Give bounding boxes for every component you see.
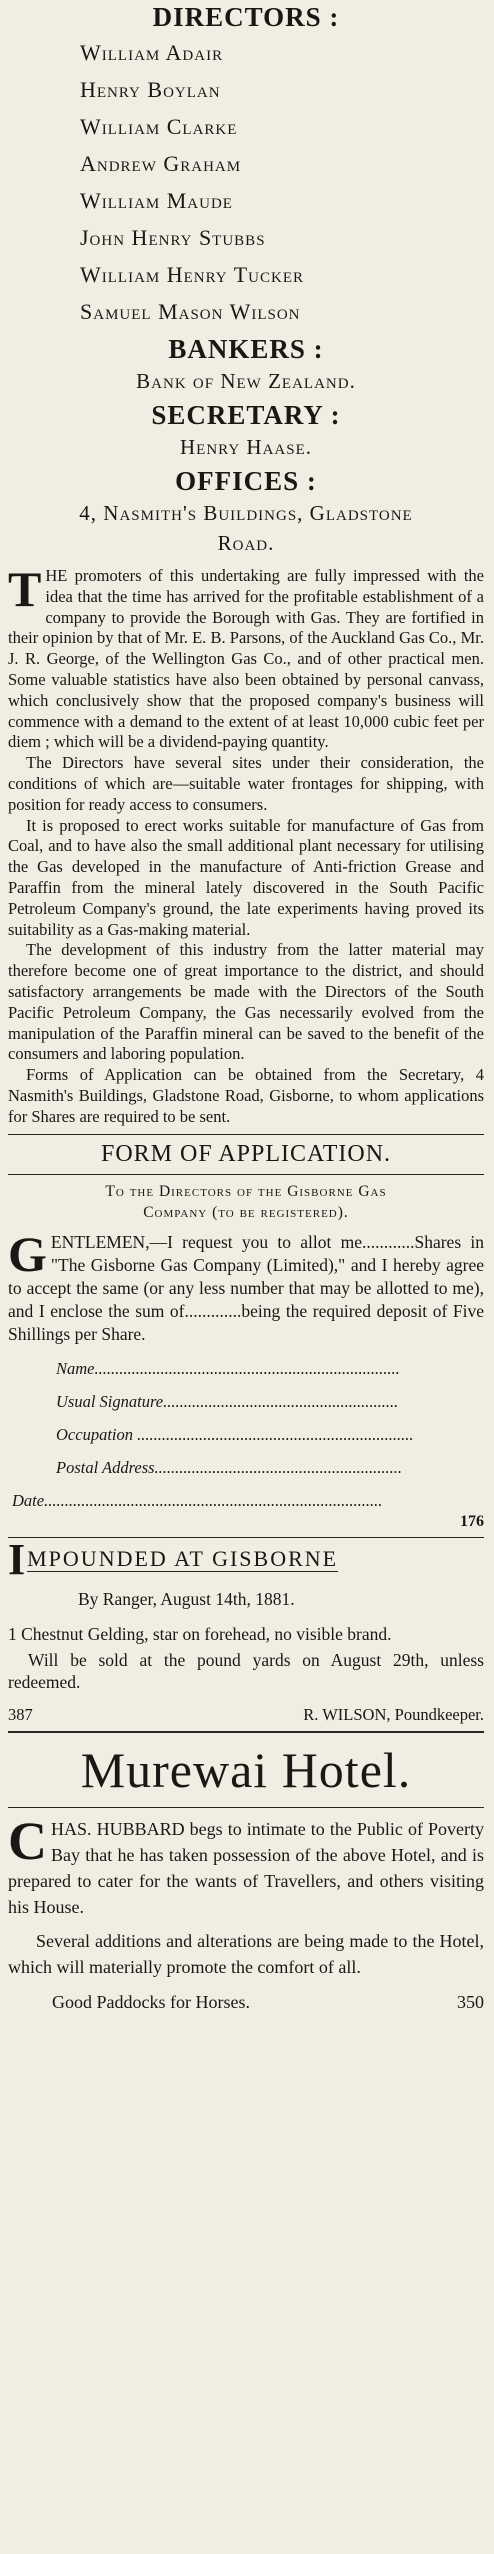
offices-address-line1: 4, Nasmith's Buildings, Gladstone (79, 501, 413, 525)
form-body (8, 1225, 484, 1346)
divider (8, 1134, 484, 1135)
impounded-item: 1 Chestnut Gelding, star on forehead, no visible brand. (8, 1624, 392, 1645)
bankers-heading: BANKERS : (168, 334, 324, 364)
divider (8, 1731, 484, 1733)
hotel-dropcap: C (8, 1811, 47, 1872)
secretary-section (8, 398, 484, 462)
form-field[interactable]: Usual Signature......................................................... (56, 1391, 399, 1411)
director-name: Andrew Graham (80, 151, 242, 176)
impounded-dropcap: I (8, 1534, 28, 1584)
offices-heading: OFFICES : (175, 466, 317, 496)
offices-address-line2: Road. (217, 531, 275, 555)
secretary-heading: SECRETARY : (151, 400, 341, 430)
prospectus (8, 561, 484, 1128)
director-name: Henry Boylan (80, 77, 221, 102)
hotel-advert (8, 1739, 484, 2013)
director-name: William Maude (80, 188, 233, 213)
prospectus-text-1: HE promoters of this undertaking are fully impressed with the idea that the time has arrived for the profitable establishment of a company to provide the Borough with Gas. They are fortified in their opinion by that of Mr. E. B. Parsons, of the Auckland Gas Co., Mr. J. R. George, of the Wellington Gas Co., and of other practical men. Some valuable statistics have also been obtained by personal canvass, which conclusively show that the proposed company's business will commence with a demand to the extent of at least 10,000 cubic feet per diem ; which will be a dividend-paying quantity. (8, 566, 484, 752)
form-addressee-line2: Company (to be registered). (143, 1203, 349, 1221)
impounded-title-row (8, 1534, 484, 1584)
hotel-text-1: HAS. HUBBARD begs to intimate to the Public of Poverty Bay that he has taken possession of the above Hotel, and is prepared to cater for the wants of Travellers, and others visiting his House. (8, 1819, 484, 1918)
impounded-date: By Ranger, August 14th, 1881. (78, 1588, 295, 1609)
impounded-notice (8, 1534, 484, 1726)
form-dropcap: G (8, 1225, 47, 1282)
impounded-sale: Will be sold at the pound yards on August 29th, unless redeemed. (8, 1650, 484, 1693)
form-field[interactable]: Postal Address............................................................ (56, 1457, 403, 1477)
prospectus-paragraph-5: Forms of Application can be obtained from the Secretary, 4 Nasmith's Buildings, Gladstone Road, Gisborne, to whom applications for Shares are required to be sent. (8, 1065, 484, 1126)
hotel-footer (8, 1992, 484, 2013)
application-form (8, 1141, 484, 1531)
form-body-text: ENTLEMEN,—I request you to allot me............Shares in "The Gisborne Gas Company (Limited)," and I hereby agree to accept the same (or any less number that may be allotted to me), and I enclose the sum of.............being the required deposit of Five Shillings per Share. (8, 1231, 484, 1344)
impounded-ad-number: 387 (8, 1705, 33, 1725)
form-field[interactable]: Name.......................................................................... (56, 1358, 400, 1378)
prospectus-dropcap: T (8, 561, 42, 617)
director-name: William Clarke (80, 114, 238, 139)
form-field[interactable]: Occupation ................................................................... (56, 1424, 414, 1444)
hotel-paragraph-1 (8, 1811, 484, 1920)
divider (8, 1807, 484, 1808)
divider (8, 1174, 484, 1175)
bankers-section (8, 332, 484, 396)
form-fields (8, 1352, 484, 1484)
offices-section (8, 464, 484, 558)
form-title: FORM OF APPLICATION. (100, 1140, 392, 1167)
form-addressee-line1: To the Directors of the Gisborne Gas (105, 1182, 387, 1200)
prospectus-paragraph-2: The Directors have several sites under their consideration, the conditions of which are—suitable water frontages for shipping, with position for ready access to consumers. (8, 753, 484, 814)
impounded-title: MPOUNDED AT GISBORNE (27, 1545, 339, 1571)
hotel-ad-number: 350 (457, 1992, 484, 2013)
directors-heading: DIRECTORS : (152, 2, 340, 32)
prospectus-paragraph-1 (8, 561, 484, 753)
director-list (8, 34, 484, 330)
hotel-title: Murewai Hotel. (80, 1742, 412, 1799)
bankers-name: Bank of New Zealand. (136, 369, 356, 393)
prospectus-paragraph-4: The development of this industry from the latter material may therefore become one of great importance to the district, and should satisfactory arrangements be made with the Directors of the South Pacific Petroleum Company, the Gas necessarily evolved from the manipulation of the Paraffin mineral can be saved to the benefit of the consumers and laboring population. (8, 940, 484, 1064)
directors-section (8, 0, 484, 330)
divider (8, 1537, 484, 1538)
director-name: William Adair (80, 40, 224, 65)
prospectus-paragraph-3: It is proposed to erect works suitable for manufacture of Gas from Coal, and to have also the small additional plant necessary for utilising the Gas developed in the manufacture of Anti-friction Grease and Paraffin from the mineral lately discovered in the South Pacific Petroleum Company's ground, the late experiments having proved its suitability as a Gas-making material. (8, 815, 484, 939)
director-name: William Henry Tucker (80, 262, 305, 287)
director-name: Samuel Mason Wilson (80, 299, 301, 324)
date-field[interactable]: Date.................................................................................. (12, 1490, 383, 1510)
hotel-paddocks-line: Good Paddocks for Horses. (52, 1992, 250, 2013)
impounded-signature: R. WILSON, Poundkeeper. (303, 1705, 484, 1725)
impounded-footer (8, 1705, 484, 1725)
secretary-name: Henry Haase. (179, 435, 312, 459)
director-name: John Henry Stubbs (80, 225, 266, 250)
form-ad-number: 176 (460, 1512, 484, 1530)
hotel-paragraph-2: Several additions and alterations are being made to the Hotel, which will materially promote the comfort of all. (8, 1931, 484, 1978)
